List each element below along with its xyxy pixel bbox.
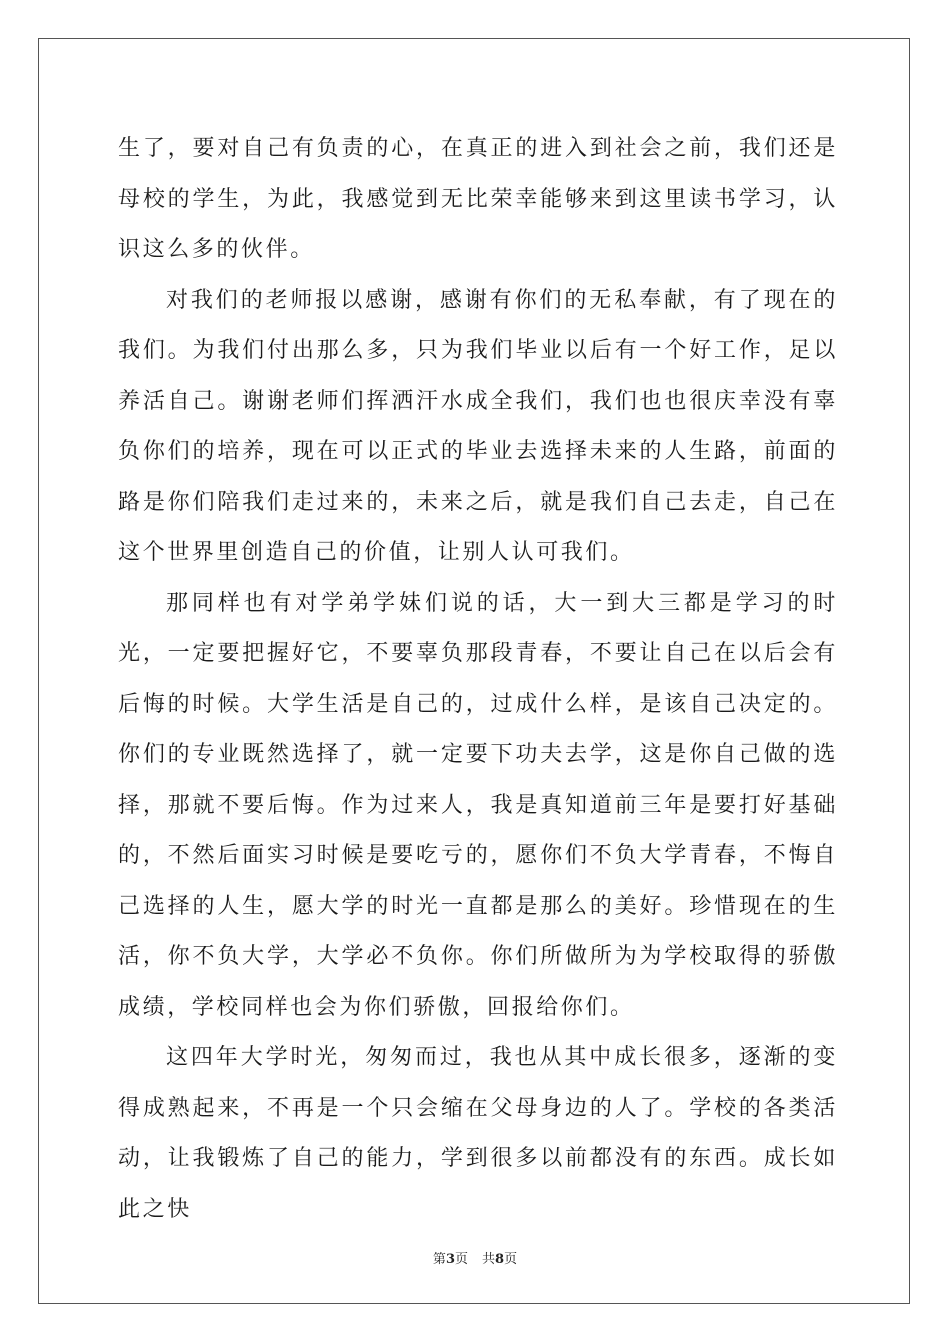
page-unit: 页 bbox=[454, 1252, 468, 1267]
document-body bbox=[118, 124, 838, 1235]
page-footer bbox=[0, 1248, 950, 1267]
total-prefix: 共 bbox=[482, 1252, 496, 1267]
current-page-number: 3 bbox=[445, 1252, 455, 1267]
total-page-count: 8 bbox=[495, 1252, 505, 1267]
total-unit: 页 bbox=[504, 1252, 518, 1267]
page-prefix: 第 bbox=[432, 1252, 446, 1267]
paragraph-2: 对我们的老师报以感谢，感谢有你们的无私奉献，有了现在的我们。为我们付出那么多，只为我们毕业以后有一个好工作，足以养活自己。谢谢老师们挥洒汗水成全我们，我们也也很庆幸没有辜负你们的培养，现在可以正式的毕业去选择未来的人生路，前面的路是你们陪我们走过来的，未来之后，就是我们自己去走，自己在这个世界里创造自己的价值，让别人认可我们。 bbox=[118, 287, 838, 565]
paragraph-4: 这四年大学时光，匆匆而过，我也从其中成长很多，逐渐的变得成熟起来，不再是一个只会缩在父母身边的人了。学校的各类活动，让我锻炼了自己的能力，学到很多以前都没有的东西。成长如此之快 bbox=[118, 1045, 838, 1222]
paragraph-1: 生了，要对自己有负责的心，在真正的进入到社会之前，我们还是母校的学生，为此，我感觉到无比荣幸能够来到这里读书学习，认识这么多的伙伴。 bbox=[118, 136, 838, 262]
paragraph-3: 那同样也有对学弟学妹们说的话，大一到大三都是学习的时光，一定要把握好它，不要辜负那段青春，不要让自己在以后会有后悔的时候。大学生活是自己的，过成什么样，是该自己决定的。你们的专业既然选择了，就一定要下功夫去学，这是你自己做的选择，那就不要后悔。作为过来人，我是真知道前三年是要打好基础的，不然后面实习时候是要吃亏的，愿你们不负大学青春，不悔自己选择的人生，愿大学的时光一直都是那么的美好。珍惜现在的生活，你不负大学，大学必不负你。你们所做所为为学校取得的骄傲成绩，学校同样也会为你们骄傲，回报给你们。 bbox=[118, 590, 838, 1020]
